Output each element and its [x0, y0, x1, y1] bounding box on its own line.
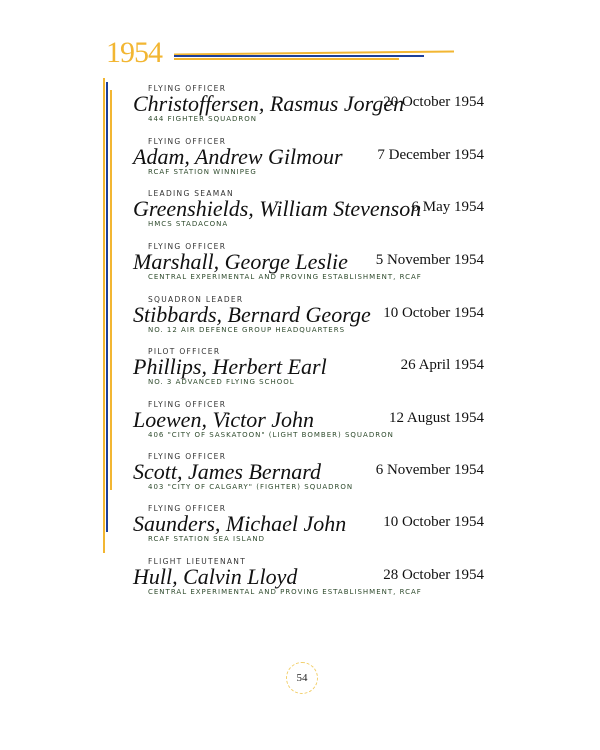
entry-date: 26 April 1954 — [400, 357, 484, 373]
entry-name: Christoffersen, Rasmus Jorgen — [133, 91, 405, 116]
entry-unit: RCAF STATION SEA ISLAND — [148, 535, 266, 543]
memorial-entry — [0, 242, 600, 294]
entry-name: Saunders, Michael John — [133, 511, 347, 536]
entry-unit: 406 "CITY OF SASKATOON" (LIGHT BOMBER) SQUADRON — [148, 431, 394, 439]
entry-rank: PILOT OFFICER — [148, 347, 221, 356]
entry-rank: FLYING OFFICER — [148, 84, 227, 93]
entry-unit: HMCS STADACONA — [148, 220, 229, 228]
entry-rank: FLYING OFFICER — [148, 504, 227, 513]
entry-name: Phillips, Herbert Earl — [133, 354, 327, 379]
entry-name: Loewen, Victor John — [133, 407, 315, 432]
memorial-entry — [0, 347, 600, 399]
entry-unit: NO. 12 AIR DEFENCE GROUP HEADQUARTERS — [148, 326, 346, 334]
entry-rank: FLYING OFFICER — [148, 137, 227, 146]
decorative-rule — [174, 58, 399, 60]
memorial-entry — [0, 452, 600, 504]
entry-date: 6 November 1954 — [375, 462, 484, 478]
entry-name: Scott, James Bernard — [133, 459, 321, 484]
memorial-entry — [0, 295, 600, 347]
entry-unit: NO. 3 ADVANCED FLYING SCHOOL — [148, 378, 295, 386]
entry-rank: FLYING OFFICER — [148, 242, 227, 251]
entry-date: 6 May 1954 — [411, 199, 484, 215]
entry-rank: FLYING OFFICER — [148, 452, 227, 461]
entry-date: 10 October 1954 — [383, 305, 484, 321]
entry-rank: FLYING OFFICER — [148, 400, 227, 409]
memorial-entry — [0, 137, 600, 189]
memorial-entry — [0, 84, 600, 136]
entry-date: 20 October 1954 — [383, 94, 484, 110]
memorial-entry — [0, 504, 600, 556]
entry-unit: CENTRAL EXPERIMENTAL AND PROVING ESTABLISHMENT, RCAF — [148, 588, 422, 596]
memorial-entry — [0, 400, 600, 452]
entry-name: Greenshields, William Stevenson — [133, 196, 422, 221]
entry-unit: 403 "CITY OF CALGARY" (FIGHTER) SQUADRON — [148, 483, 354, 491]
entry-date: 7 December 1954 — [377, 147, 484, 163]
entry-date: 12 August 1954 — [388, 410, 484, 426]
entry-unit: 444 FIGHTER SQUADRON — [148, 115, 258, 123]
entry-rank: SQUADRON LEADER — [148, 295, 244, 304]
entry-unit: CENTRAL EXPERIMENTAL AND PROVING ESTABLISHMENT, RCAF — [148, 273, 422, 281]
entry-name: Marshall, George Leslie — [133, 249, 348, 274]
entry-name: Adam, Andrew Gilmour — [133, 144, 343, 169]
page-number: 54 — [286, 662, 318, 694]
entry-rank: FLIGHT LIEUTENANT — [148, 557, 247, 566]
entry-date: 5 November 1954 — [375, 252, 484, 268]
memorial-entry — [0, 557, 600, 609]
entry-rank: LEADING SEAMAN — [148, 189, 234, 198]
entry-name: Stibbards, Bernard George — [133, 302, 371, 327]
entry-name: Hull, Calvin Lloyd — [133, 564, 298, 589]
entry-date: 10 October 1954 — [383, 514, 484, 530]
memorial-entry — [0, 189, 600, 241]
year-heading: 1954 — [106, 36, 162, 69]
entry-unit: RCAF STATION WINNIPEG — [148, 168, 257, 176]
entry-date: 28 October 1954 — [383, 567, 484, 583]
decorative-rule — [174, 55, 424, 57]
